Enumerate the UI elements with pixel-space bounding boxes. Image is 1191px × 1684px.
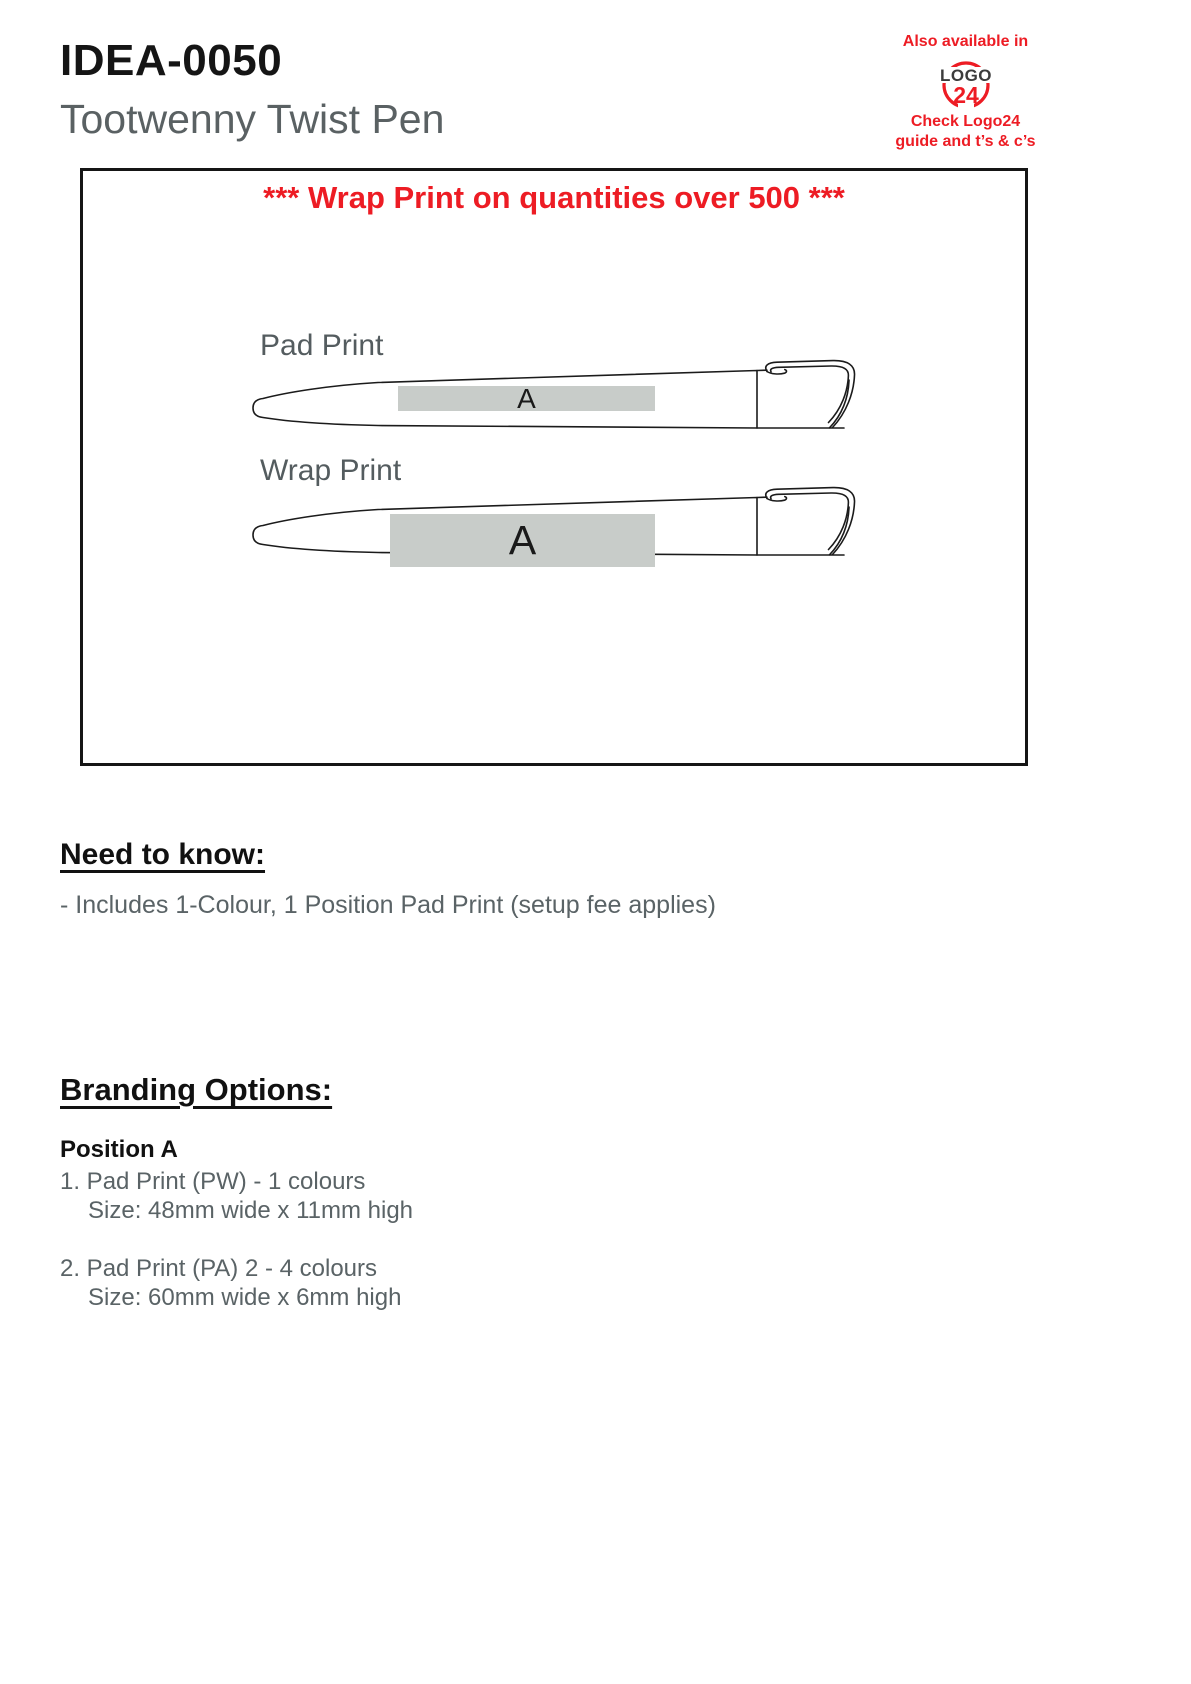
print-position-letter: A [517, 382, 536, 414]
logo24-check-line1: Check Logo24 [910, 113, 1021, 130]
diagram-box [80, 168, 1028, 766]
logo24-block [868, 32, 1063, 152]
logo24-number: 24 [952, 82, 979, 108]
wrap-print-notice: *** Wrap Print on quantities over 500 *** [263, 180, 845, 215]
branding-option-2-line2: Size: 60mm wide x 6mm high [88, 1284, 402, 1311]
print-area-pad [398, 382, 655, 414]
need-to-know-item: - Includes 1-Colour, 1 Position Pad Print (setup fee applies) [60, 891, 716, 919]
branding-option-1-line1: 1. Pad Print (PW) - 1 colours [60, 1168, 366, 1195]
branding-options-heading: Branding Options: [60, 1072, 333, 1107]
logo24-top-text: Also available in [902, 33, 1029, 50]
print-position-letter: A [508, 517, 537, 563]
print-area-wrap [390, 514, 655, 567]
pad-print-label: Pad Print [260, 329, 384, 362]
position-a-heading: Position A [60, 1136, 178, 1163]
product-code-title: IDEA-0050 [60, 36, 283, 85]
need-to-know-heading: Need to know: [60, 838, 266, 871]
logo24-word: LOGO [939, 66, 992, 85]
logo24-icon [934, 54, 998, 112]
wrap-print-label: Wrap Print [260, 454, 402, 487]
product-name-subtitle: Tootwenny Twist Pen [60, 96, 445, 142]
branding-option-2-line1: 2. Pad Print (PA) 2 - 4 colours [60, 1255, 378, 1282]
branding-option-1-line2: Size: 48mm wide x 11mm high [88, 1197, 414, 1224]
logo24-check-line2: guide and t’s & c’s [895, 133, 1036, 150]
